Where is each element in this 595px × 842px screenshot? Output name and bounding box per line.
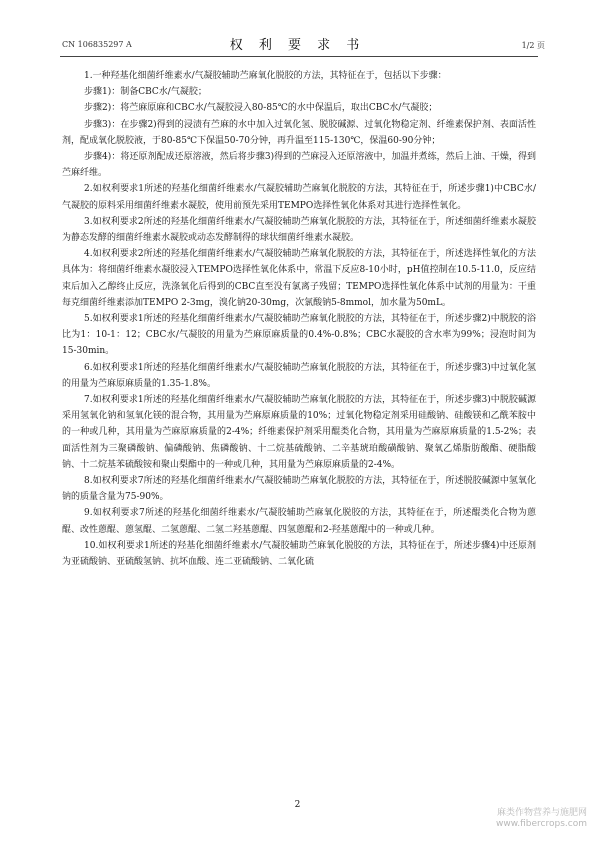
page-title: 权 利 要 求 书 — [229, 38, 366, 53]
claim-paragraph: 步骤1)：制备CBC水/气凝胶； — [84, 87, 207, 98]
claim-paragraph: 1.一种羟基化细菌纤维素水/气凝胶辅助苎麻氧化脱胶的方法，其特征在于，包括以下步骤： — [84, 71, 447, 81]
claim-paragraph: 步骤2)：将苎麻原麻和CBC水/气凝胶浸入80-85℃的水中保温后，取出CBC水/气凝胶； — [84, 103, 438, 114]
site-watermark — [496, 808, 587, 830]
claim-paragraph: 2.如权利要求1所述的羟基化细菌纤维素水/气凝胶辅助苎麻氧化脱胶的方法，其特征在于，所述步骤1)中CBC水/气凝胶的原料采用细菌纤维素水凝胶，使用前预先采用TEMPO选择性氧化体系对其进行选择性氧化。 — [62, 184, 536, 211]
claim-paragraph: 3.如权利要求2所述的羟基化细菌纤维素水/气凝胶辅助苎麻氧化脱胶的方法，其特征在于，所述细菌纤维素水凝胶为静态发酵的细菌纤维素水凝胶或动态发酵制得的球状细菌纤维素水凝胶。 — [62, 216, 536, 244]
claim-paragraph: 5.如权利要求1所述的羟基化细菌纤维素水/气凝胶辅助苎麻氧化脱胶的方法，其特征在于，所述步骤2)中脱胶的浴比为1：10-1：12；CBC水/气凝胶的用量为苎麻原麻质量的0.4%-0.8%；CBC水凝胶的含水率为99%；浸泡时间为15-30min。 — [62, 314, 536, 357]
watermark-url: www.fibercrops.com — [496, 819, 587, 829]
claim-paragraph: 7.如权利要求1所述的羟基化细菌纤维素水/气凝胶辅助苎麻氧化脱胶的方法，其特征在于，所述步骤3)中脱胶碱源采用氢氧化钠和氢氧化镁的混合物，其用量为苎麻原麻质量的10%；过氧化物稳定剂采用硅酸钠、硅酸镁和乙酰苯胺中的一种或几种，其用量为苎麻原麻质量的2-4%；纤维素保护剂采用醌类化合物，其用量为苎麻原麻质量的1.5-2%；表面活性剂为三聚磷酸钠、偏磷酸钠、焦磷酸钠、十二烷基硫酸钠、二辛基琥珀酸磺酸钠、聚氧乙烯脂肪酸酯、硬脂酸钠、十二烷基苯硫酸铵和聚山梨酯中的一种或几种，其用量为苎麻原麻质量的2-4%。 — [62, 395, 536, 470]
header-divider — [60, 56, 538, 57]
publication-number: CN 106835297 A — [62, 40, 132, 49]
claim-paragraph: 步骤3)：在步骤2)得到的浸渍有苎麻的水中加入过氧化氢、脱胶碱源、过氧化物稳定剂、纤维素保护剂、表面活性剂，配成氧化脱胶液，于80-85℃下保温50-70分钟，再升温至115-130℃，保温60-90分钟； — [62, 119, 536, 146]
claim-paragraph: 10.如权利要求1所述的羟基化细菌纤维素水/气凝胶辅助苎麻氧化脱胶的方法，其特征在于，所述步骤4)中还原剂为亚硫酸钠、亚硫酸氢钠、抗坏血酸、连二亚硫酸钠、二氧化硫 — [62, 540, 536, 568]
claim-paragraph: 9.如权利要求7所述的羟基化细菌纤维素水/气凝胶辅助苎麻氧化脱胶的方法，其特征在于，所述醌类化合物为蒽醌、改性蒽醌、蒽氢醌、二氢蒽醌、二氢二羟基蒽醌、四氢蒽醌和2-羟基蒽醌中的一种或几种。 — [62, 508, 536, 535]
claims-body — [62, 68, 536, 570]
claim-paragraph: 步骤4)：将还原剂配成还原溶液，然后将步骤3)得到的苎麻浸入还原溶液中，加温并煮练，然后上油、干燥，得到苎麻纤维。 — [62, 152, 536, 179]
claim-paragraph: 8.如权利要求7所述的羟基化细菌纤维素水/气凝胶辅助苎麻氧化脱胶的方法，其特征在于，所述脱胶碱源中氢氧化钠的质量含量为75-90%。 — [62, 476, 536, 503]
page-indicator: 1/2 页 — [521, 41, 545, 50]
claim-paragraph: 4.如权利要求2所述的羟基化细菌纤维素水/气凝胶辅助苎麻氧化脱胶的方法，其特征在于，所述选择性氧化的方法具体为：将细菌纤维素水凝胶浸入TEMPO选择性氧化体系中，常温下反应8-10小时，pH值控制在10.5-11.0，反应结束后加入乙醇终止反应，洗涤氧化后得到的CBC直至没有氯离子残留；TEMPO选择性氧化体系中试剂的用量为：干重每克细菌纤维素添加TEMPO 2-3mg，溴化钠20-30mg，次氯酸钠5-8mmol，加水量为50mL。 — [62, 249, 536, 308]
page-number: 2 — [294, 800, 301, 810]
page-header — [0, 0, 595, 58]
watermark-site-name: 麻类作物营养与施肥网 — [496, 808, 587, 818]
claim-paragraph: 6.如权利要求1所述的羟基化细菌纤维素水/气凝胶辅助苎麻氧化脱胶的方法，其特征在于，所述步骤3)中过氧化氢的用量为苎麻原麻质量的1.35-1.8%。 — [62, 362, 536, 389]
